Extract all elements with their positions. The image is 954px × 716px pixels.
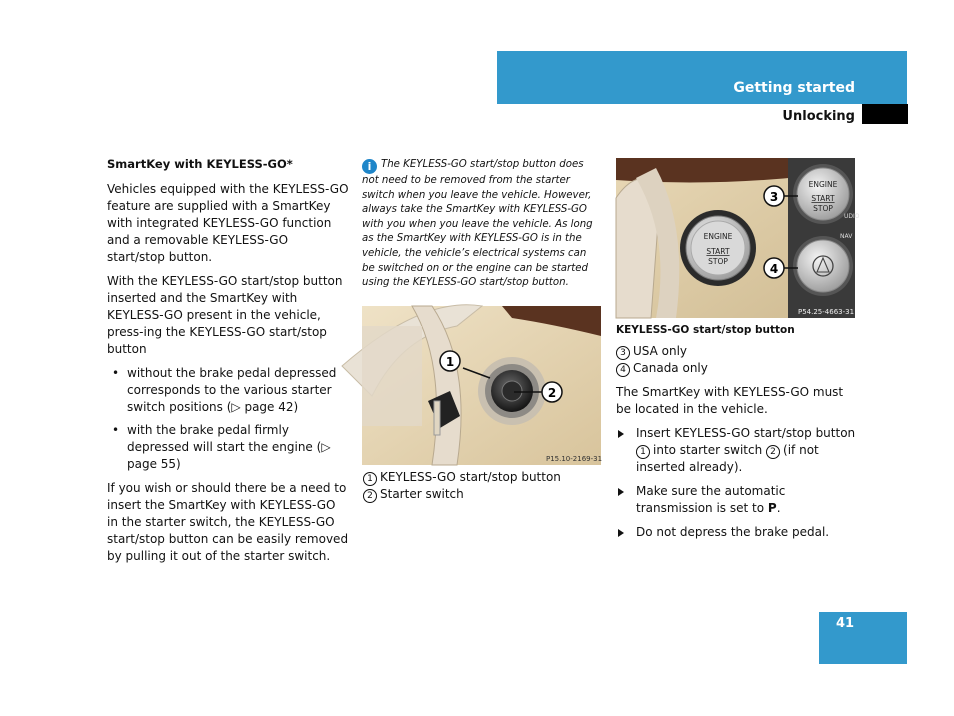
instruction-list [616, 425, 858, 541]
paragraph: If you wish or should there be a need to insert the SmartKey with KEYLESS-GO in the starter switch, the KEYLESS-GO start/stop button can be easily removed by pulling it out of the starter switch. [107, 481, 349, 563]
legend-number: 1 [636, 445, 650, 459]
photo-code: P15.10-2169-31 [546, 455, 603, 463]
section-header-bar [497, 51, 907, 104]
legend-text: KEYLESS-GO start/stop button [380, 470, 561, 484]
starter-switch-photo [362, 306, 601, 465]
info-note [362, 158, 602, 291]
info-icon: i [362, 159, 377, 174]
engine-label: ENGINE [703, 232, 733, 241]
section-title: Getting started [733, 80, 855, 96]
photo-caption: KEYLESS-GO start/stop button [616, 324, 795, 336]
engine-label: ENGINE [808, 180, 838, 189]
legend-number: 1 [363, 472, 377, 486]
start-stop-button-photo [616, 158, 860, 318]
right-column [616, 322, 858, 548]
step-text: into starter switch [653, 443, 763, 457]
step-text: Insert KEYLESS-GO start/stop button [636, 426, 856, 440]
callout-2: 2 [547, 386, 557, 400]
legend-number: 2 [363, 489, 377, 503]
gear-position: P [767, 501, 777, 515]
callout-3: 3 [769, 190, 779, 204]
photo-legend [363, 469, 603, 503]
list-item [616, 483, 858, 517]
page-number: 41 [836, 616, 855, 631]
step-text: (if not inserted already). [636, 443, 819, 474]
subsection-marker [862, 104, 908, 124]
start-label: START [811, 194, 835, 203]
photo-code: P54.25-4663-31 [798, 308, 855, 316]
list-item: • without the brake pedal depressed corresponds to the various starter switch positions (▷ page 42) [107, 365, 349, 416]
left-column [107, 156, 349, 572]
step-text: Make sure the automatic transmission is set to [636, 484, 786, 515]
list-item [616, 425, 858, 476]
stop-label: STOP [813, 204, 833, 213]
nav-label: NAV [840, 233, 853, 240]
legend-text: USA only [633, 344, 688, 358]
paragraph: With the KEYLESS-GO start/stop button inserted and the SmartKey with KEYLESS-GO present in the vehicle, press-ing the KEYLESS-GO start/stop button [107, 274, 343, 356]
legend-number: 4 [616, 363, 630, 377]
bullet-list [107, 365, 349, 473]
paragraph: The SmartKey with KEYLESS-GO must be located in the vehicle. [616, 385, 844, 416]
start-label: START [706, 247, 730, 256]
step-text: . [776, 501, 781, 515]
subsection-title: Unlocking [782, 109, 855, 124]
list-item: Do not depress the brake pedal. [616, 524, 858, 541]
paragraph: Vehicles equipped with the KEYLESS-GO feature are supplied with a SmartKey with integrated KEYLESS-GO function and a removable KEYLESS-GO start/stop button. [107, 182, 349, 264]
callout-1: 1 [445, 355, 455, 369]
legend-text: Canada only [633, 361, 708, 375]
callout-4: 4 [769, 262, 779, 276]
audio-label: UDIO [844, 213, 860, 220]
section-heading: SmartKey with KEYLESS-GO* [107, 157, 293, 171]
legend-number: 3 [616, 346, 630, 360]
note-text: The KEYLESS-GO start/stop button does not need to be removed from the starter switch when you leave the vehicle. However, always take the SmartKey with KEYLESS-GO with you when you leave the vehicle. As long as the SmartKey with KEYLESS-GO is in the vehicle, the vehicle’s electrical systems can be switched on or the engine can be started using the KEYLESS-GO start/stop button. [362, 159, 593, 289]
list-item: • with the brake pedal firmly depressed will start the engine (▷ page 55) [107, 422, 349, 473]
legend-text: Starter switch [380, 487, 464, 501]
legend-number: 2 [766, 445, 780, 459]
page-number-box [819, 612, 907, 664]
stop-label: STOP [708, 257, 728, 266]
